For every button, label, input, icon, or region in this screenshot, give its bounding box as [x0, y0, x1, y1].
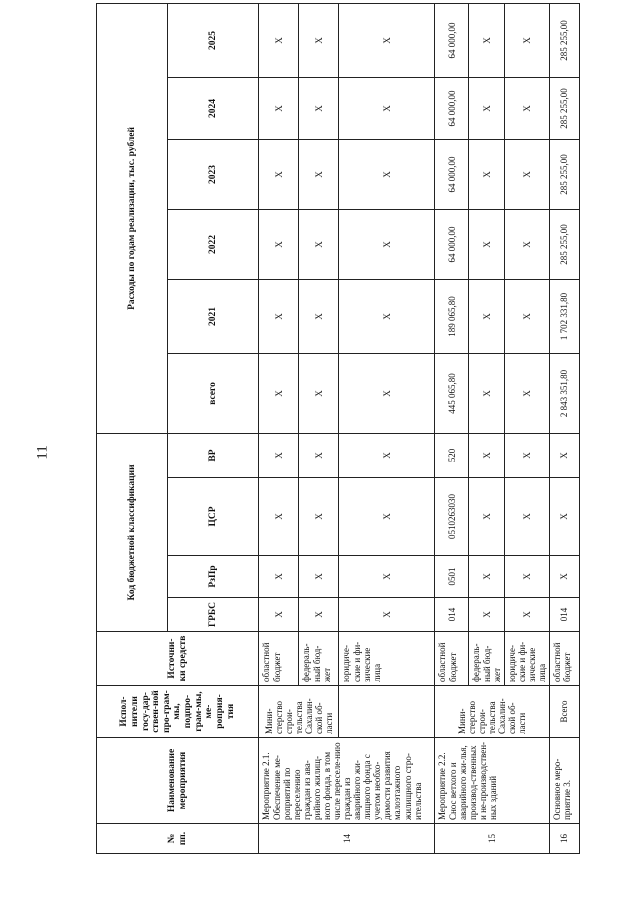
cell-2021: 189 065,80	[435, 279, 469, 353]
cell-2023: Х	[339, 139, 435, 209]
funding-source: федераль-ный бюд-жет	[299, 632, 339, 686]
cell-2021: 1 702 331,80	[550, 279, 580, 353]
budget-table	[96, 3, 580, 854]
cell-rzpr: Х	[339, 556, 435, 598]
cell-2022: 285 255,00	[550, 209, 580, 279]
header-executor: Испол-нители госу-дар-ствен-ной про-грам-мы, подпро-грам-мы, ме-роприя-тия	[97, 686, 259, 738]
table-row	[550, 3, 580, 853]
cell-2024: Х	[339, 77, 435, 139]
header-total: всего	[168, 353, 259, 433]
cell-2023: 285 255,00	[550, 139, 580, 209]
cell-csr: Х	[259, 478, 299, 556]
header-csr: ЦСР	[168, 478, 259, 556]
page-number: 11	[34, 445, 51, 460]
funding-source: федераль-ный бюд-жет	[469, 632, 504, 686]
header-rzpr: РзПр	[168, 556, 259, 598]
cell-2024: 285 255,00	[550, 77, 580, 139]
measure-executor: Мини-стерство строи-тельства Сахалин-ской об-ласти	[259, 686, 339, 738]
cell-2023: Х	[299, 139, 339, 209]
cell-2024: 64 000,00	[435, 77, 469, 139]
header-num: № пп.	[97, 824, 259, 854]
cell-grbs: Х	[339, 598, 435, 632]
cell-2023: 64 000,00	[435, 139, 469, 209]
cell-grbs: 014	[550, 598, 580, 632]
measure-name: Основное меро-приятие 3.	[550, 738, 580, 824]
cell-vr: Х	[259, 433, 299, 477]
row-num: 14	[259, 824, 435, 854]
cell-vr: 520	[435, 433, 469, 477]
cell-2025: Х	[299, 3, 339, 77]
cell-2022: Х	[259, 209, 299, 279]
cell-csr: Х	[550, 478, 580, 556]
cell-rzpr: 0501	[435, 556, 469, 598]
cell-grbs: Х	[259, 598, 299, 632]
cell-csr: Х	[299, 478, 339, 556]
cell-2025: 64 000,00	[435, 3, 469, 77]
funding-source: юридиче-ские и фи-зические лица	[339, 632, 435, 686]
cell-csr: 0510263030	[435, 478, 469, 556]
cell-total: Х	[339, 353, 435, 433]
cell-csr: Х	[339, 478, 435, 556]
table-row	[339, 3, 435, 853]
cell-2021: Х	[339, 279, 435, 353]
cell-2025: Х	[259, 3, 299, 77]
cell-2022: Х	[504, 209, 549, 279]
cell-2025: Х	[339, 3, 435, 77]
measure-executor: Всего	[550, 686, 580, 738]
cell-2025: Х	[504, 3, 549, 77]
cell-vr: Х	[550, 433, 580, 477]
cell-2021: Х	[299, 279, 339, 353]
executor-empty-cell	[339, 686, 435, 738]
cell-2024: Х	[504, 77, 549, 139]
table-row	[435, 3, 469, 853]
cell-2021: Х	[504, 279, 549, 353]
cell-rzpr: Х	[469, 556, 504, 598]
cell-2024: Х	[469, 77, 504, 139]
cell-2022: Х	[299, 209, 339, 279]
cell-2024: Х	[299, 77, 339, 139]
funding-source: областной бюджет	[550, 632, 580, 686]
cell-vr: Х	[469, 433, 504, 477]
measure-executor: Мини-стерство строи-тельства Сахалин-ской об-ласти	[435, 686, 550, 738]
header-2024: 2024	[168, 77, 259, 139]
header-2023: 2023	[168, 139, 259, 209]
header-name: Наименование мероприятия	[97, 738, 259, 824]
cell-grbs: Х	[469, 598, 504, 632]
cell-2025: Х	[469, 3, 504, 77]
header-2025: 2025	[168, 3, 259, 77]
cell-total: Х	[299, 353, 339, 433]
funding-source: областной бюджет	[259, 632, 299, 686]
cell-total: Х	[504, 353, 549, 433]
funding-source: областной бюджет	[435, 632, 469, 686]
row-num: 16	[550, 824, 580, 854]
cell-2023: Х	[504, 139, 549, 209]
cell-grbs: 014	[435, 598, 469, 632]
cell-2025: 285 255,00	[550, 3, 580, 77]
header-grbs: ГРБС	[168, 598, 259, 632]
cell-total: 2 843 351,80	[550, 353, 580, 433]
header-budget-code: Код бюджетной классификации	[97, 433, 168, 631]
header-2022: 2022	[168, 209, 259, 279]
cell-2022: Х	[339, 209, 435, 279]
header-2021: 2021	[168, 279, 259, 353]
cell-2022: Х	[469, 209, 504, 279]
cell-csr: Х	[469, 478, 504, 556]
cell-rzpr: Х	[299, 556, 339, 598]
cell-rzpr: Х	[259, 556, 299, 598]
cell-2021: Х	[469, 279, 504, 353]
table-row	[259, 3, 299, 853]
cell-2022: 64 000,00	[435, 209, 469, 279]
cell-2023: Х	[469, 139, 504, 209]
header-vr: ВР	[168, 433, 259, 477]
measure-name: Мероприятие 2.2. Снос ветхого и аварийного жи-лья, производ-ственных и не-производствен-ных зданий	[435, 738, 550, 824]
cell-vr: Х	[339, 433, 435, 477]
cell-rzpr: Х	[504, 556, 549, 598]
header-expenses: Расходы по годам реализации, тыс. рублей	[97, 3, 168, 433]
measure-name: Мероприятие 2.1. Обеспечение ме-роприятий по переселению граждан из ава-рийного жилищ-ного фонда, в том числе переселе-нию граждан из аварийного жи-лищного фонда с учетом необхо-димости развития малоэтажного жилищного стро-ительства	[259, 738, 435, 824]
cell-2021: Х	[259, 279, 299, 353]
cell-csr: Х	[504, 478, 549, 556]
cell-rzpr: Х	[550, 556, 580, 598]
cell-total: Х	[469, 353, 504, 433]
cell-vr: Х	[504, 433, 549, 477]
cell-vr: Х	[299, 433, 339, 477]
cell-2024: Х	[259, 77, 299, 139]
header-source: Источни-ки средств	[97, 632, 259, 686]
cell-2023: Х	[259, 139, 299, 209]
cell-total: 445 065,80	[435, 353, 469, 433]
budget-table-sheet	[96, 20, 580, 854]
cell-grbs: Х	[299, 598, 339, 632]
funding-source: юридиче-ские и фи-зические лица	[504, 632, 549, 686]
header-row-1	[97, 3, 168, 853]
row-num: 15	[435, 824, 550, 854]
cell-grbs: Х	[504, 598, 549, 632]
cell-total: Х	[259, 353, 299, 433]
